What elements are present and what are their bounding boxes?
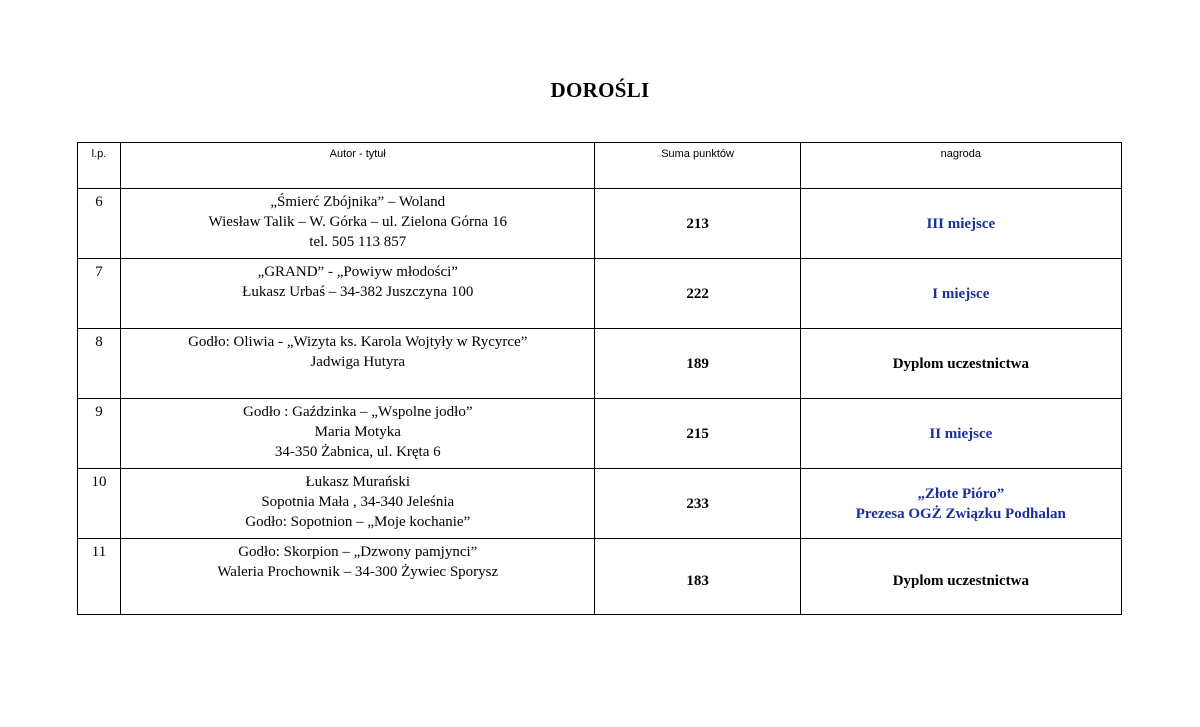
- author-line: Maria Motyka: [314, 424, 401, 440]
- award-line: II miejsce: [929, 425, 993, 442]
- table-header-row: [78, 143, 1122, 189]
- award-cell: [800, 399, 1121, 469]
- author-line: Waleria Prochownik – 34-300 Żywiec Sporysz: [217, 564, 499, 580]
- author-line: Godło: Sopotnion – „Moje kochanie”: [245, 514, 471, 530]
- award-line: „Złote Pióro”: [917, 485, 1005, 502]
- award-cell: [800, 329, 1121, 399]
- award-line: III miejsce: [926, 215, 996, 232]
- table-row: [78, 399, 1122, 469]
- table-row: [78, 539, 1122, 615]
- row-number: 8: [78, 329, 121, 399]
- award-cell: [800, 539, 1121, 615]
- author-title-cell: [121, 329, 595, 399]
- points-cell: 213: [595, 189, 800, 259]
- table-row: [78, 469, 1122, 539]
- table-row: [78, 189, 1122, 259]
- page-title: DOROŚLI: [550, 78, 650, 102]
- award-cell: [800, 469, 1121, 539]
- points-cell: 222: [595, 259, 800, 329]
- points-cell: 233: [595, 469, 800, 539]
- author-title-cell: [121, 469, 595, 539]
- table-body: [78, 189, 1122, 615]
- table-row: [78, 259, 1122, 329]
- header-award: nagroda: [800, 143, 1121, 189]
- author-line: 34-350 Żabnica, ul. Kręta 6: [274, 444, 441, 460]
- table-row: [78, 329, 1122, 399]
- author-line: „GRAND” - „Powiyw młodości”: [257, 264, 458, 280]
- row-number: 11: [78, 539, 121, 615]
- points-cell: 189: [595, 329, 800, 399]
- author-title-cell: [121, 399, 595, 469]
- results-table: [77, 142, 1122, 615]
- author-line: Godło : Gaździnka – „Wspolne jodło”: [242, 404, 473, 420]
- award-line: I miejsce: [932, 285, 990, 302]
- author-line: Godło: Oliwia - „Wizyta ks. Karola Wojtyły w Rycyrce”: [188, 334, 528, 350]
- author-line: „Śmierć Zbójnika” – Woland: [270, 194, 446, 210]
- award-cell: [800, 259, 1121, 329]
- author-title-cell: [121, 189, 595, 259]
- author-line: tel. 505 113 857: [309, 234, 407, 250]
- author-line: Łukasz Urbaś – 34-382 Juszczyna 100: [242, 284, 474, 300]
- row-number: 6: [78, 189, 121, 259]
- author-line: Łukasz Murański: [305, 474, 411, 490]
- row-number: 7: [78, 259, 121, 329]
- row-number: 9: [78, 399, 121, 469]
- award-line: Dyplom uczestnictwa: [892, 573, 1029, 589]
- header-author: Autor - tytuł: [121, 143, 595, 189]
- author-title-cell: [121, 539, 595, 615]
- award-line: Dyplom uczestnictwa: [892, 355, 1029, 372]
- author-line: Godło: Skorpion – „Dzwony pamjynci”: [238, 544, 478, 560]
- author-line: Sopotnia Mała , 34-340 Jeleśnia: [261, 494, 455, 510]
- author-title-cell: [121, 259, 595, 329]
- points-cell: 183: [595, 539, 800, 615]
- author-line: Jadwiga Hutyra: [310, 354, 406, 370]
- points-cell: 215: [595, 399, 800, 469]
- header-lp: l.p.: [78, 143, 121, 189]
- row-number: 10: [78, 469, 121, 539]
- award-line: Prezesa OGŻ Związku Podhalan: [855, 505, 1066, 522]
- award-cell: [800, 189, 1121, 259]
- header-points: Suma punktów: [595, 143, 800, 189]
- author-line: Wiesław Talik – W. Górka – ul. Zielona Górna 16: [208, 214, 507, 230]
